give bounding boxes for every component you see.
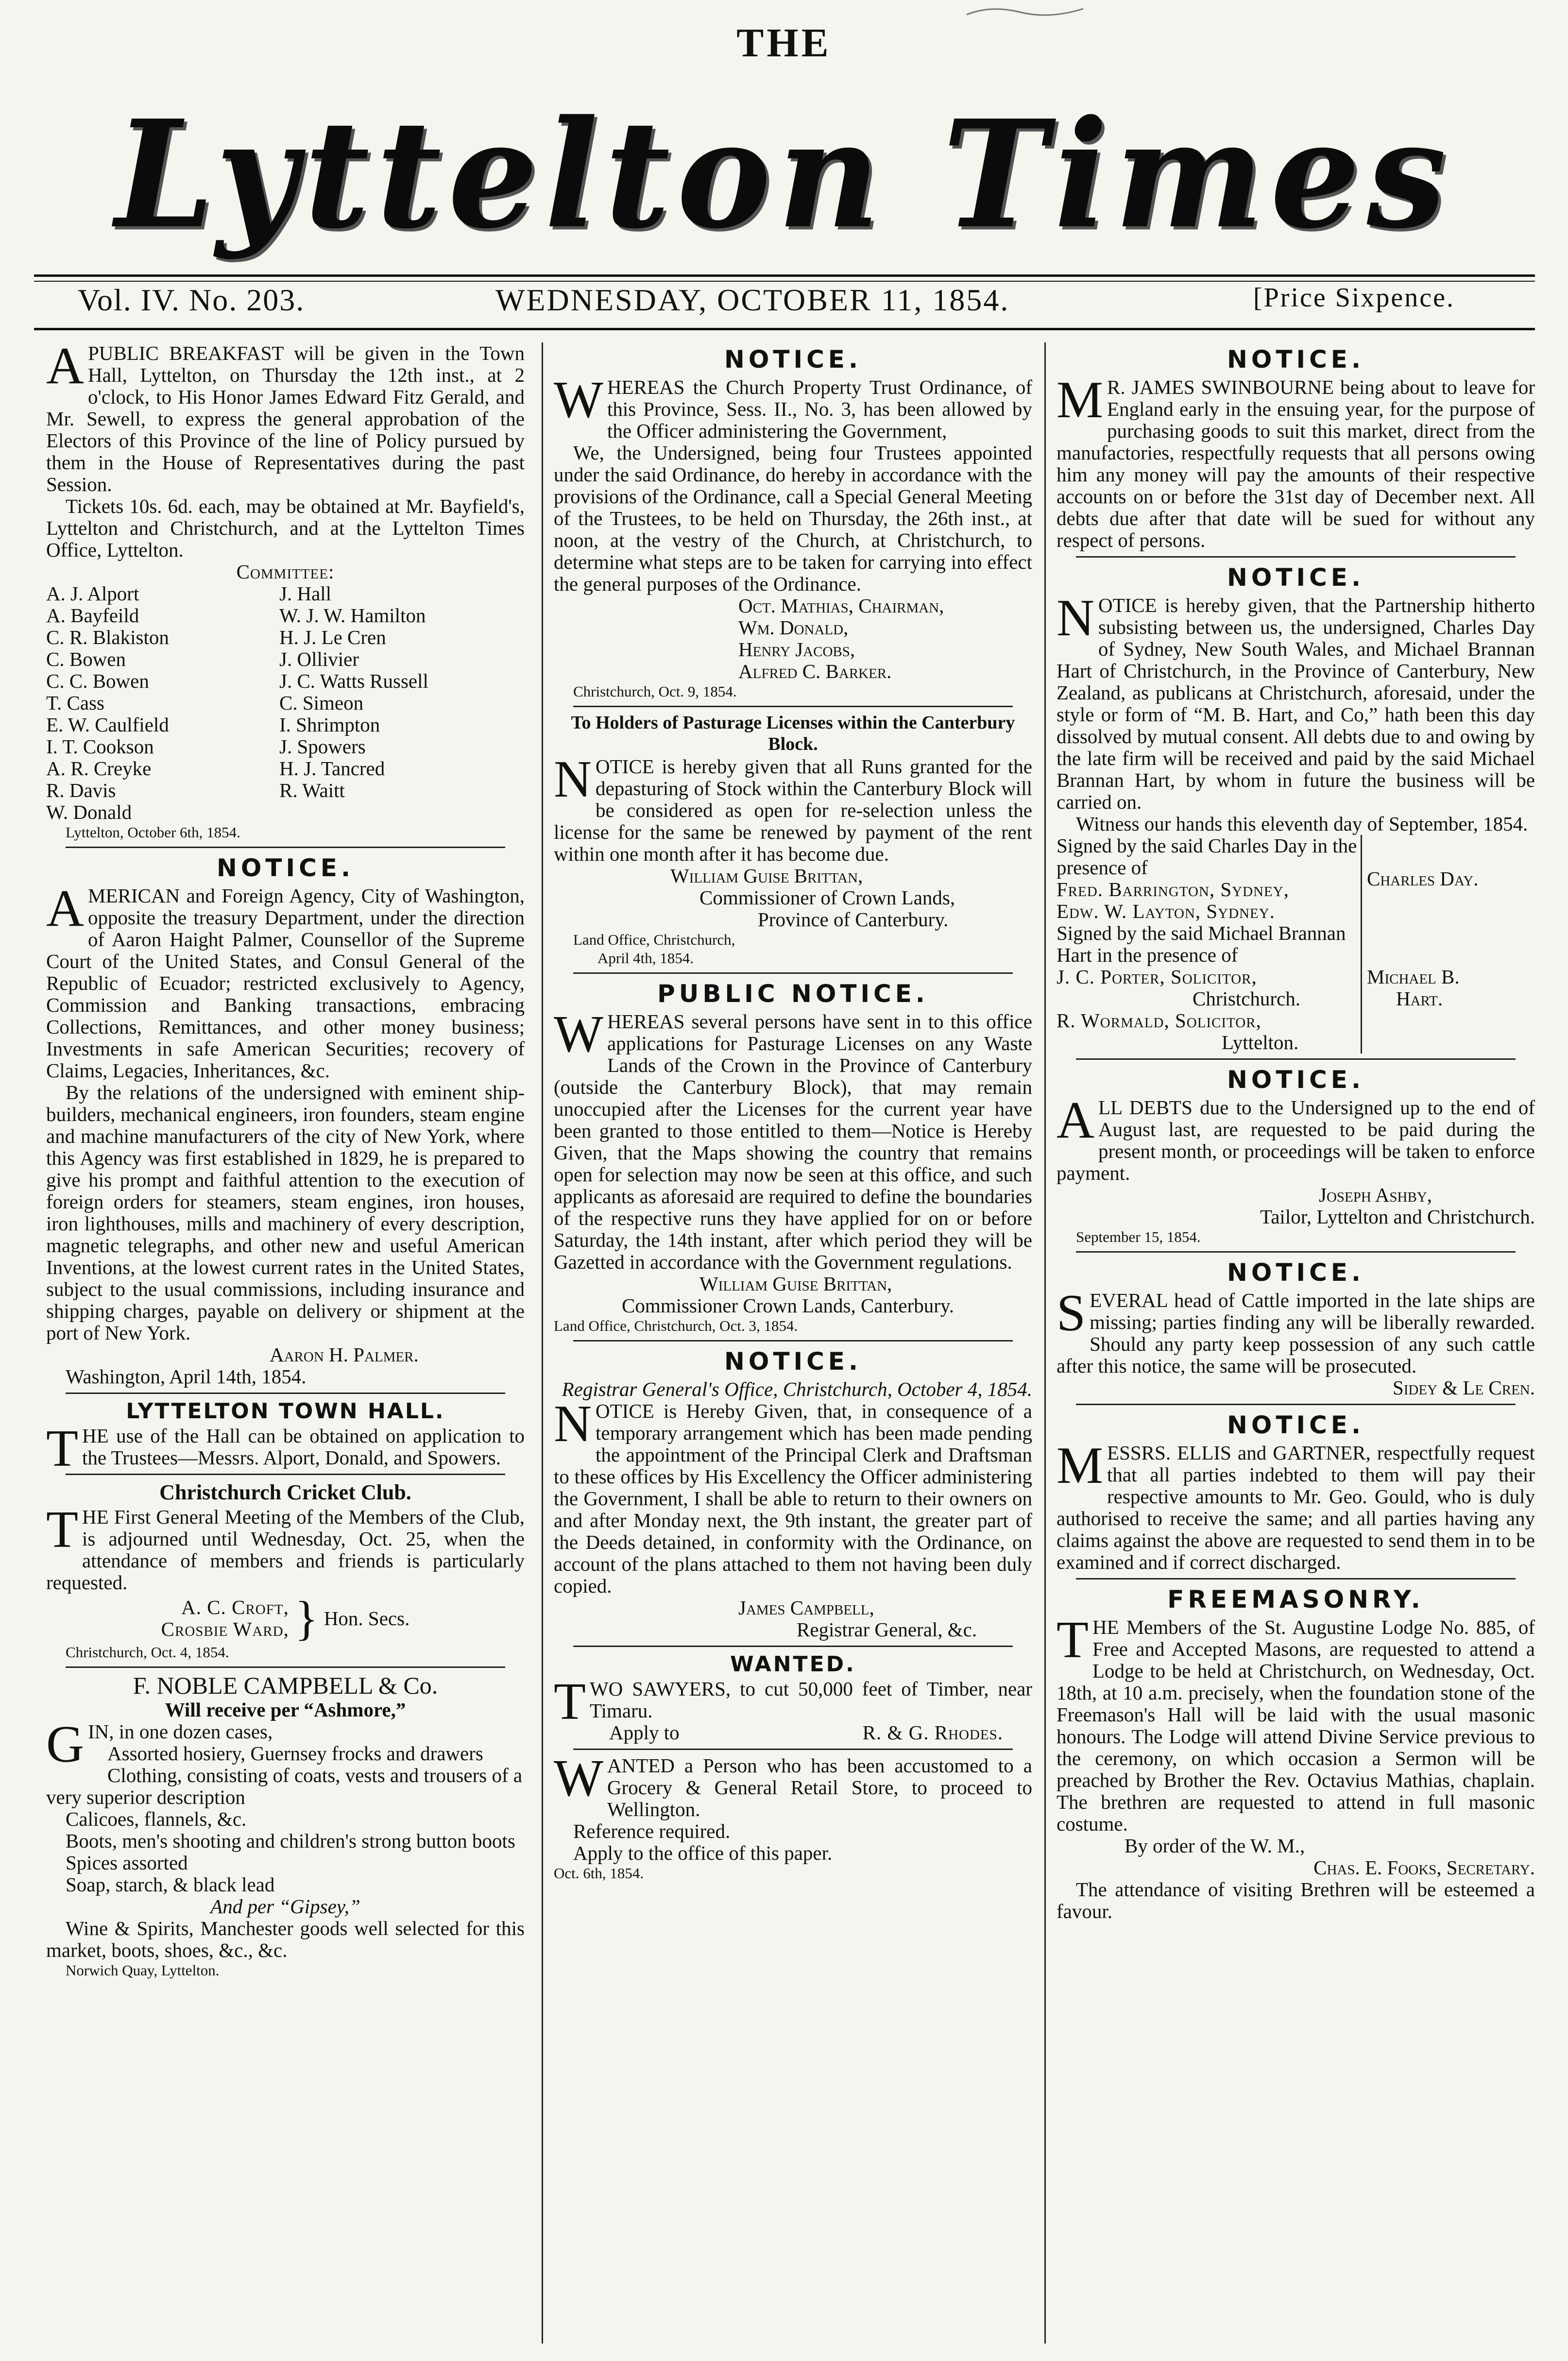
registrar-office: Registrar General's Office, Christchurch, October 4, 1854. <box>562 1378 1032 1400</box>
committee-member <box>279 801 522 823</box>
notice-heading: NOTICE. <box>1227 1411 1364 1439</box>
committee-member: A. Bayfeild <box>46 604 139 627</box>
drop-cap: G <box>46 1716 84 1773</box>
drop-cap: W <box>554 371 603 429</box>
signer: Sidey & Le Cren. <box>1392 1376 1535 1399</box>
dateline: Oct. 6th, 1854. <box>554 1865 644 1882</box>
sign-line: Christchurch. <box>1193 987 1301 1010</box>
separator <box>1076 1578 1516 1580</box>
dateline: April 4th, 1854. <box>597 950 694 967</box>
american-agency-notice <box>46 853 525 1388</box>
committee-member: I. Shrimpton <box>279 713 380 736</box>
dateline: Washington, April 14th, 1854. <box>66 1365 307 1388</box>
signature-block <box>1057 835 1535 922</box>
issue-date: WEDNESDAY, OCTOBER 11, 1854. <box>495 283 1010 317</box>
committee-member: A. J. Alport <box>46 582 139 605</box>
committee-member: J. Ollivier <box>279 648 359 670</box>
notice-heading: NOTICE. <box>1227 1066 1364 1094</box>
separator <box>573 972 1013 974</box>
committee-member: J. Spowers <box>279 735 366 758</box>
signer-role: Hon. Secs. <box>324 1607 410 1630</box>
dateline: Norwich Quay, Lyttelton. <box>66 1962 220 1979</box>
separator <box>1076 1404 1516 1405</box>
column-divider <box>1044 342 1046 2344</box>
registrar-notice <box>554 1346 1032 1641</box>
separator <box>66 1666 505 1668</box>
committee-member: W. Donald <box>46 801 132 823</box>
committee-list <box>46 583 525 823</box>
signatory: Charles Day. <box>1361 835 1535 922</box>
campbell-line: Assorted hosiery, Guernsey frocks and drawers <box>107 1742 483 1765</box>
column-1 <box>46 337 525 1980</box>
swinbourne-text: R. JAMES SWINBOURNE being about to leave for England early in the ensuing year, for the purpose of purchasing goods to suit this market, direct from the manufactories, respectfully requests that all persons owing him any money will pay the amounts of their respective accounts on or before the 31st day of December next. All debts due after that date will be sued for without any respect of persons. <box>1057 376 1535 551</box>
wanted-sawyers <box>554 1652 1032 1744</box>
pasturage-notice <box>554 712 1032 968</box>
notice-heading: NOTICE. <box>724 1347 862 1376</box>
notice-heading: NOTICE. <box>1227 1258 1364 1287</box>
freemasonry-notice <box>1057 1584 1535 1922</box>
drop-cap: A <box>46 337 84 395</box>
committee-member: W. J. W. Hamilton <box>279 604 426 627</box>
committee-member: H. J. Tancred <box>279 757 385 780</box>
signer: R. & G. Rhodes. <box>862 1721 1003 1744</box>
separator <box>66 847 505 848</box>
masthead-rule-bottom <box>34 328 1535 330</box>
column-2 <box>554 342 1032 1883</box>
cricket-signers <box>46 1591 525 1645</box>
wanted-text: WO SAWYERS, to cut 50,000 feet of Timber, near Timaru. <box>589 1678 1032 1722</box>
notice-heading: NOTICE. <box>724 345 862 374</box>
american-text: MERICAN and Foreign Agency, City of Washington, opposite the treasury Department, under the direction of Aaron Haight Palmer, Counsellor of the Supreme Court of the United States, and Consul General of the Republic of Ecuador; restricted exclusively to Agency, Commission and Banking transactions, embracing Collections, Remittances, and other money business; Investments in safe American Securities; recovery of Claims, Legacies, Inheritances, &c. <box>46 884 525 1082</box>
column-3 <box>1057 342 1535 1922</box>
signer: Crosbie Ward, <box>161 1618 289 1640</box>
drop-cap: T <box>46 1501 78 1559</box>
drop-cap: A <box>46 880 84 937</box>
sign-line: R. Wormald, Solicitor, <box>1057 1009 1261 1032</box>
campbell-line: Soap, starch, & black lead <box>66 1873 275 1896</box>
notice-heading: NOTICE. <box>217 854 354 882</box>
dateline: September 15, 1854. <box>1076 1228 1201 1245</box>
committee-title: Committee: <box>236 561 335 583</box>
cattle-text: EVERAL head of Cattle imported in the late ships are missing; parties finding any will be liberally rewarded. Should any party keep possession of any such cattle after this notice, the same will be prosecuted. <box>1057 1289 1535 1377</box>
ellis-text: ESSRS. ELLIS and GARTNER, respectfully request that all parties indebted to them will pay their respective amounts to Mr. Geo. Gould, who is duly authorised to receive the same; and all parties having any claims against the above are requested to send them in to be examined and if correct discharged. <box>1057 1442 1535 1573</box>
town-hall-text: HE use of the Hall can be obtained on application to the Trustees—Messrs. Alport, Donald, and Spowers. <box>82 1425 525 1469</box>
breakfast-tickets: Tickets 10s. 6d. each, may be obtained at Mr. Bayfield's, Lyttelton and Christchurch, and at the Lyttelton Times Office, Lyttelton. <box>46 495 525 561</box>
american-text-2: By the relations of the undersigned with eminent ship-builders, mechanical engineers, iron founders, steam engine and machine manufacturers of the city of New York, where this Agency was first established in 1829, he is prepared to give his prompt and faithful attention to the execution of foreign orders for steamers, steam engines, iron houses, iron lighthouses, mills and machinery of every description, magnetic telegraphs, and other new and useful American Inventions, at the lowest current rates in the United States, subject to the usual commissions, including insurance and shipping charges, payable on delivery or shipment at the port of New York. <box>46 1081 525 1344</box>
pasturage-heading: To Holders of Pasturage Licenses within the Canterbury Block. <box>571 713 1015 754</box>
cattle-notice <box>1057 1257 1535 1399</box>
campbell-sub: Will receive per “Ashmore,” <box>165 1699 406 1721</box>
wanted-grocery <box>554 1750 1032 1883</box>
drop-cap: S <box>1057 1284 1086 1342</box>
notice-heading: FREEMASONRY. <box>1167 1585 1424 1614</box>
town-hall-notice <box>46 1399 525 1478</box>
dateline: Christchurch, Oct. 4, 1854. <box>66 1644 229 1661</box>
signer-role: Province of Canterbury. <box>758 908 949 931</box>
brace-icon: } <box>294 1591 318 1645</box>
committee-member: C. Simeon <box>279 692 364 714</box>
freemasonry-text: HE Members of the St. Augustine Lodge No. 885, of Free and Accepted Masons, are requested to attend a Lodge to be held at Christchurch, on Wednesday, Oct. 18th, at 10 a.m. precisely, when the foundation stone of the Freemason's Hall will be laid with the usual masonic honours. The Lodge will attend Divine Service previous to the ceremony, on which occasion a Sermon will be preached by Brother the Rev. Octavius Mathias, chaplain. The brethren are requested to attend in full masonic costume. <box>1057 1616 1535 1835</box>
partnership-notice <box>1057 562 1535 1053</box>
sign-line: Signed by the said Michael Brannan Hart in the presence of <box>1057 922 1346 966</box>
campbell-line: Boots, men's shooting and children's strong button boots <box>66 1830 515 1852</box>
apply-label: Apply to <box>609 1721 680 1744</box>
drop-cap: T <box>1057 1611 1089 1669</box>
drop-cap: T <box>46 1420 78 1478</box>
campbell-line: Clothing, consisting of coats, vests and trousers of a very superior description <box>46 1764 523 1808</box>
order-line: By order of the W. M., <box>1125 1834 1305 1857</box>
public-text: HEREAS several persons have sent in to this office applications for Pasturage Licenses on any Waste Lands of the Crown in the Province of Canterbury (outside the Canterbury Block), that may remain unoccupied after the Licenses for the current year have been granted to those entitled to them—Notice is Hereby Given, that the Maps showing the country that remains open for selection may now be seen at this office, and such applicants as aforesaid are required to define the boundaries of the respective runs they have applied for on or before Saturday, the 14th instant, after which period they will be Gazetted in accordance with the Government regulations. <box>554 1010 1032 1273</box>
masthead-rule-top <box>34 274 1535 277</box>
reference-line: Reference required. <box>573 1820 731 1842</box>
ellis-gartner-notice <box>1057 1410 1535 1573</box>
committee-member: C. R. Blakiston <box>46 626 169 648</box>
partnership-text: OTICE is hereby given, that the Partnership hitherto subsisting between us, the undersigned, Charles Day of Sydney, New South Wales, and Michael Brannan Hart of Christchurch, in the Province of Canterbury, New Zealand, as publicans at Christchurch, aforesaid, under the style or form of “M. B. Hart, and Co,” hath been this day dissolved by mutual consent. All debts due to and owing by the late firm will be received and paid by the said Michael Brannan Hart, by whom in future the business will be carried on. <box>1057 594 1535 813</box>
signer-role: Tailor, Lyttelton and Christchurch. <box>1260 1206 1535 1228</box>
signer-role: Commissioner Crown Lands, Canterbury. <box>622 1294 954 1317</box>
signer: Alfred C. Barker. <box>738 660 892 682</box>
separator <box>573 1749 1013 1750</box>
breakfast-text: PUBLIC BREAKFAST will be given in the Town Hall, Lyttelton, on Thursday the 12th inst., at 2 o'clock, to His Honor James Edward Fitz Gerald, and Mr. Sewell, to express the general approbation of the Electors of this Province of the line of Policy pursued by them in the House of Representatives during the past Session. <box>46 342 525 495</box>
committee-member: I. T. Cookson <box>46 735 154 758</box>
swinbourne-notice <box>1057 344 1535 551</box>
debts-notice <box>1057 1065 1535 1246</box>
separator <box>66 1393 505 1394</box>
drop-cap: N <box>554 1395 592 1453</box>
committee-member: J. C. Watts Russell <box>279 670 428 692</box>
debts-text: LL DEBTS due to the Undersigned up to the end of August last, are requested to be paid during the present month, or proceedings will be taken to enforce payment. <box>1057 1096 1535 1184</box>
dateline-bar <box>39 279 1530 323</box>
witness-line: Witness our hands this eleventh day of September, 1854. <box>1076 813 1528 835</box>
church-text-2: We, the Undersigned, being four Trustees appointed under the said Ordinance, do hereby in accordance with the provisions of the Ordinance, call a Special General Meeting of the Trustees, to be held on Thursday, the 26th inst., at noon, at the vestry of the Church, at Christchurch, to determine what steps are to be taken for carrying into effect the general purposes of the Ordinance. <box>554 442 1032 595</box>
public-notice <box>554 979 1032 1335</box>
cricket-heading: Christchurch Cricket Club. <box>159 1480 411 1504</box>
separator <box>573 1646 1013 1647</box>
notice-heading: NOTICE. <box>1227 345 1364 374</box>
registrar-text: OTICE is Hereby Given, that, in consequence of a temporary arrangement which has been made pending the appointment of the Principal Clerk and Draftsman to these offices by His Excellency the Officer administering the Government, I shall be able to return to their owners on and after Monday next, the 9th instant, the greater part of the Deeds detained, in conformity with the Ordinance, on account of the plans attached to them not having been duly copied. <box>554 1400 1032 1597</box>
town-hall-heading: LYTTELTON TOWN HALL. <box>126 1399 445 1424</box>
masthead-title: Lyttelton Times <box>115 88 1453 262</box>
separator <box>66 1474 505 1475</box>
separator <box>1076 1058 1516 1060</box>
signer: Aaron H. Palmer. <box>270 1343 419 1366</box>
signer: William Guise Brittan, <box>670 865 863 887</box>
signer: Joseph Ashby, <box>1319 1184 1432 1206</box>
signatory: Hart. <box>1396 987 1443 1010</box>
drop-cap: N <box>554 750 592 808</box>
committee-member: T. Cass <box>46 692 104 714</box>
sign-line: Fred. Barrington, Sydney, <box>1057 878 1289 900</box>
signer: Wm. Donald, <box>738 616 849 639</box>
signer: William Guise Brittan, <box>699 1273 892 1295</box>
notice-heading: NOTICE. <box>1227 563 1364 592</box>
dateline: Land Office, Christchurch, <box>573 931 735 948</box>
sign-line: J. C. Porter, Solicitor, <box>1057 966 1257 988</box>
signer: Chas. E. Fooks, Secretary. <box>1313 1856 1535 1879</box>
cricket-text: HE First General Meeting of the Members of the Club, is adjourned until Wednesday, Oct. 25, when the attendance of members and friends is particularly requested. <box>46 1506 525 1594</box>
campbell-advert <box>46 1673 525 1980</box>
separator <box>573 1340 1013 1342</box>
wanted-heading: WANTED. <box>730 1652 856 1677</box>
church-text: HEREAS the Church Property Trust Ordinance, of this Province, Sess. II., No. 3, has been allowed by the Officer administering the Government, <box>607 376 1032 442</box>
drop-cap: T <box>554 1673 586 1731</box>
drop-cap: N <box>1057 589 1094 647</box>
pasturage-text: OTICE is hereby given that all Runs granted for the depasturing of Stock within the Canterbury Block will be considered as open for re-selection unless the license for the same be renewed by payment of the rent within one month after it has become due. <box>554 755 1032 865</box>
volume-number: Vol. IV. No. 203. <box>78 283 305 317</box>
drop-cap: M <box>1057 371 1104 429</box>
campbell-per: And per “Gipsey,” <box>210 1895 360 1918</box>
dateline: Christchurch, Oct. 9, 1854. <box>573 683 737 700</box>
signer: A. C. Croft, <box>181 1596 289 1618</box>
campbell-line: Calicoes, flannels, &c. <box>66 1808 247 1830</box>
committee-member: A. R. Creyke <box>46 757 152 780</box>
separator <box>573 706 1013 707</box>
apply-line: Apply to the office of this paper. <box>573 1842 833 1864</box>
breakfast-notice <box>46 337 525 842</box>
campbell-line: Spices assorted <box>66 1851 188 1874</box>
freemasonry-footer: The attendance of visiting Brethren will be esteemed a favour. <box>1057 1878 1535 1922</box>
signatory: Michael B. <box>1367 966 1460 988</box>
church-property-notice <box>554 344 1032 701</box>
drop-cap: M <box>1057 1437 1104 1495</box>
cricket-club-notice <box>46 1480 525 1662</box>
campbell-heading: F. NOBLE CAMPBELL & Co. <box>133 1672 438 1699</box>
signer: Henry Jacobs, <box>738 638 855 661</box>
sign-line: Signed by the said Charles Day in the presence of <box>1057 834 1357 879</box>
wanted-grocery-text: ANTED a Person who has been accustomed to a Grocery & General Retail Store, to proceed to Wellington. <box>607 1754 1032 1820</box>
column-divider <box>542 342 543 2344</box>
campbell-wine: Wine & Spirits, Manchester goods well selected for this market, boots, shoes, &c., &c. <box>46 1917 525 1961</box>
masthead-the: THE <box>736 20 832 66</box>
campbell-line: IN, in one dozen cases, <box>88 1720 273 1743</box>
committee-member: R. Waitt <box>279 779 345 801</box>
signature-block <box>1057 922 1535 1053</box>
committee-member: C. C. Bowen <box>46 670 149 692</box>
drop-cap: W <box>554 1750 603 1807</box>
committee-member: J. Hall <box>279 582 332 605</box>
notice-heading: PUBLIC NOTICE. <box>657 980 929 1008</box>
signer: Oct. Mathias, Chairman, <box>738 594 944 617</box>
signer-role: Commissioner of Crown Lands, <box>699 886 955 909</box>
separator <box>1076 1251 1516 1253</box>
drop-cap: W <box>554 1005 603 1063</box>
drop-cap: A <box>1057 1091 1094 1149</box>
signer: James Campbell, <box>738 1597 874 1619</box>
committee-member: E. W. Caulfield <box>46 713 169 736</box>
separator <box>1076 556 1516 558</box>
dateline: Land Office, Christchurch, Oct. 3, 1854. <box>554 1317 798 1334</box>
committee-member: C. Bowen <box>46 648 126 670</box>
sign-line: Lyttelton. <box>1222 1031 1299 1053</box>
sign-line: Edw. W. Layton, Sydney. <box>1057 900 1275 922</box>
signer-role: Registrar General, &c. <box>797 1618 977 1641</box>
breakfast-dateline: Lyttelton, October 6th, 1854. <box>66 824 240 841</box>
price: [Price Sixpence. <box>1253 283 1455 313</box>
committee-member: H. J. Le Cren <box>279 626 386 648</box>
committee-member: R. Davis <box>46 779 116 801</box>
